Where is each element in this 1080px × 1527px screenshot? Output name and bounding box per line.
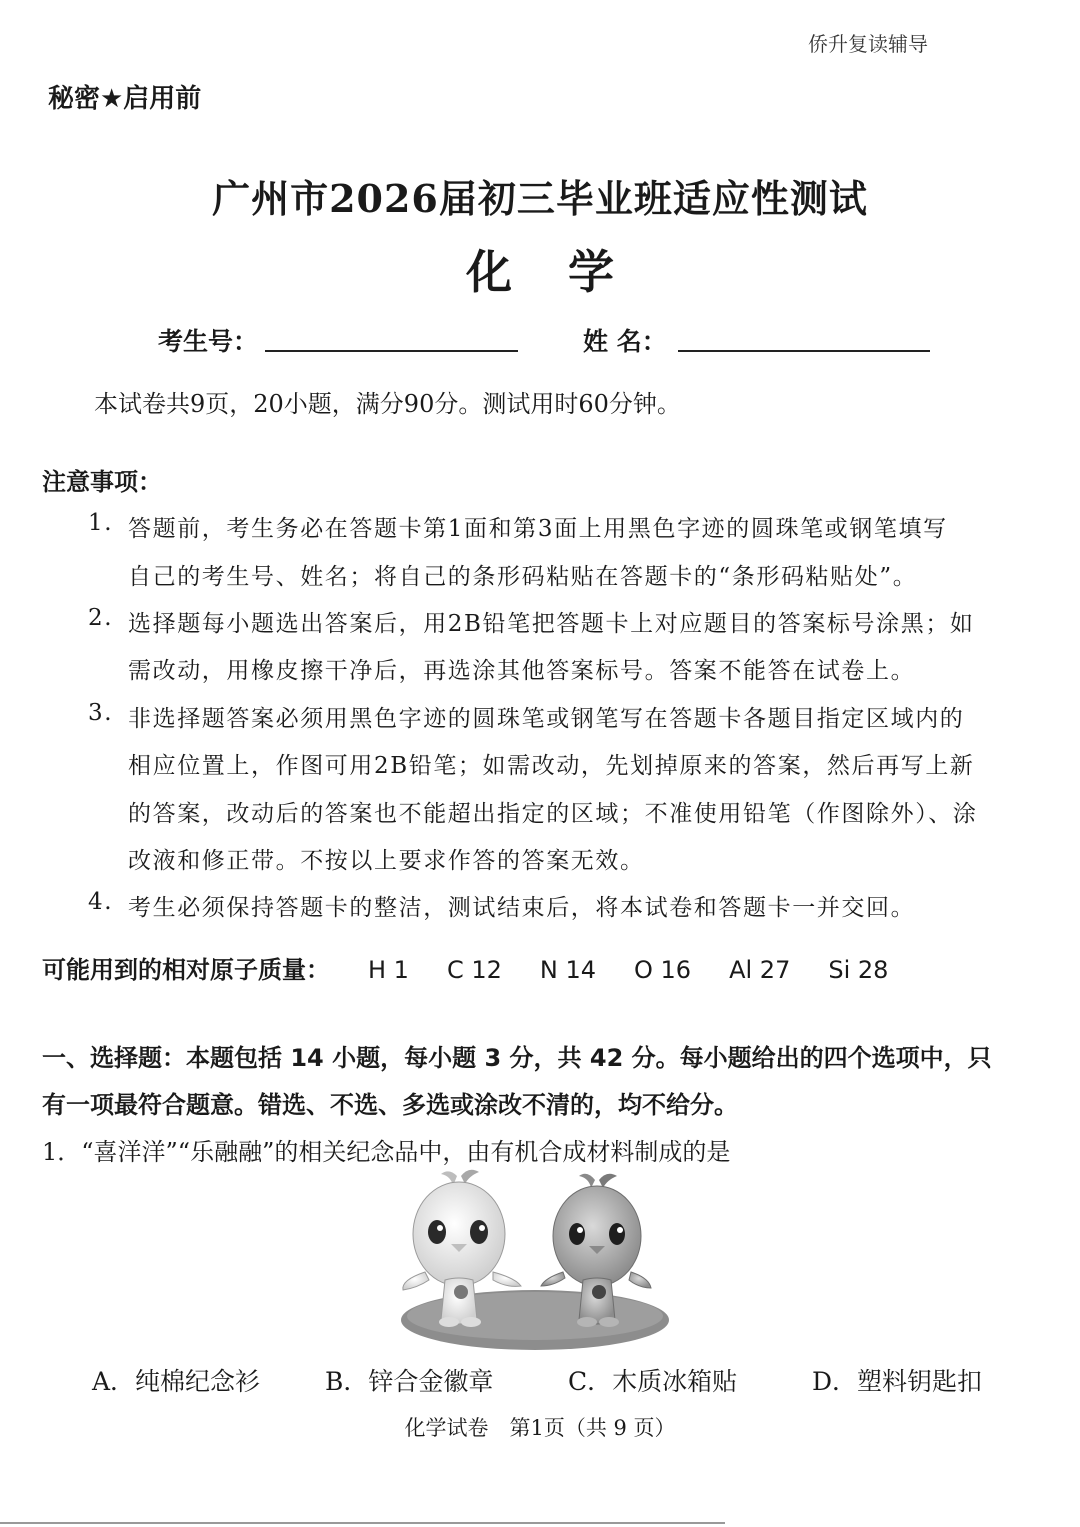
atomic-mass-value: H 1 [368,956,409,984]
notice-item-number: 2. [88,605,114,631]
notice-item-number: 3. [88,700,114,726]
notice-item-number: 4. [88,889,114,915]
notice-item-number: 1. [88,510,114,536]
atomic-mass-value: N 14 [539,956,597,984]
section-heading-line: 一、选择题：本题包括 14 小题，每小题 3 分，共 42 分。每小题给出的四个选项中，只 [42,1044,992,1072]
notice-line: 自己的考生号、姓名；将自己的条形码粘贴在答题卡的“条形码粘贴处”。 [128,564,918,590]
bottom-divider [0,1522,725,1524]
exam-info: 本试卷共9页，20小题，满分90分。测试用时60分钟。 [94,390,681,418]
name-label: 姓 名： [583,327,667,356]
atomic-masses [42,950,888,985]
notice-line: 答题前，考生务必在答题卡第1面和第3面上用黑色字迹的圆珠笔或钢笔填写 [128,516,948,542]
notice-line: 相应位置上，作图可用2B铅笔；如需改动，先划掉原来的答案，然后再写上新 [128,753,975,779]
exam-id-label: 考生号： [158,327,259,356]
exam-id-field[interactable] [265,350,518,352]
section-heading-line: 有一项最符合题意。错选、不选、多选或涂改不清的，均不给分。 [42,1091,738,1119]
option-a: A．纯棉纪念衫 [92,1367,261,1396]
notice-line: 的答案，改动后的答案也不能超出指定的区域；不准使用铅笔（作图除外）、涂 [128,801,978,827]
name-field[interactable] [678,350,930,352]
atomic-mass-value: C 12 [446,956,502,984]
exam-title: 广州市2026届初三毕业班适应性测试 [212,176,868,221]
notice-line: 需改动，用橡皮擦干净后，再选涂其他答案标号。答案不能答在试卷上。 [128,658,916,684]
secret-label: 秘密★启用前 [48,84,202,114]
notice-line: 非选择题答案必须用黑色字迹的圆珠笔或钢笔写在答题卡各题目指定区域内的 [128,706,965,732]
option-d: D．塑料钥匙扣 [812,1367,983,1396]
notice-heading: 注意事项： [42,468,162,496]
atomic-mass-value: Al 27 [729,956,791,984]
atomic-mass-value: O 16 [634,956,692,984]
notice-line: 选择题每小题选出答案后，用2B铅笔把答题卡上对应题目的答案标号涂黑；如 [128,611,975,637]
option-b: B．锌合金徽章 [325,1367,494,1396]
notice-line: 改液和修正带。不按以上要求作答的答案无效。 [128,848,645,874]
mascot-illustration [395,1168,675,1356]
option-c: C．木质冰箱贴 [568,1367,738,1396]
subject-title: 化学 [466,245,670,299]
notice-line: 考生必须保持答题卡的整洁，测试结束后，将本试卷和答题卡一并交回。 [128,895,916,921]
watermark-text: 侨升复读辅导 [808,32,928,56]
atomic-masses-label: 可能用到的相对原子质量： [42,956,330,984]
page-footer: 化学试卷 第1页（共 9 页） [404,1416,676,1440]
question-stem: 1．“喜洋洋”“乐融融”的相关纪念品中，由有机合成材料制成的是 [42,1138,731,1166]
atomic-mass-value: Si 28 [828,956,889,984]
